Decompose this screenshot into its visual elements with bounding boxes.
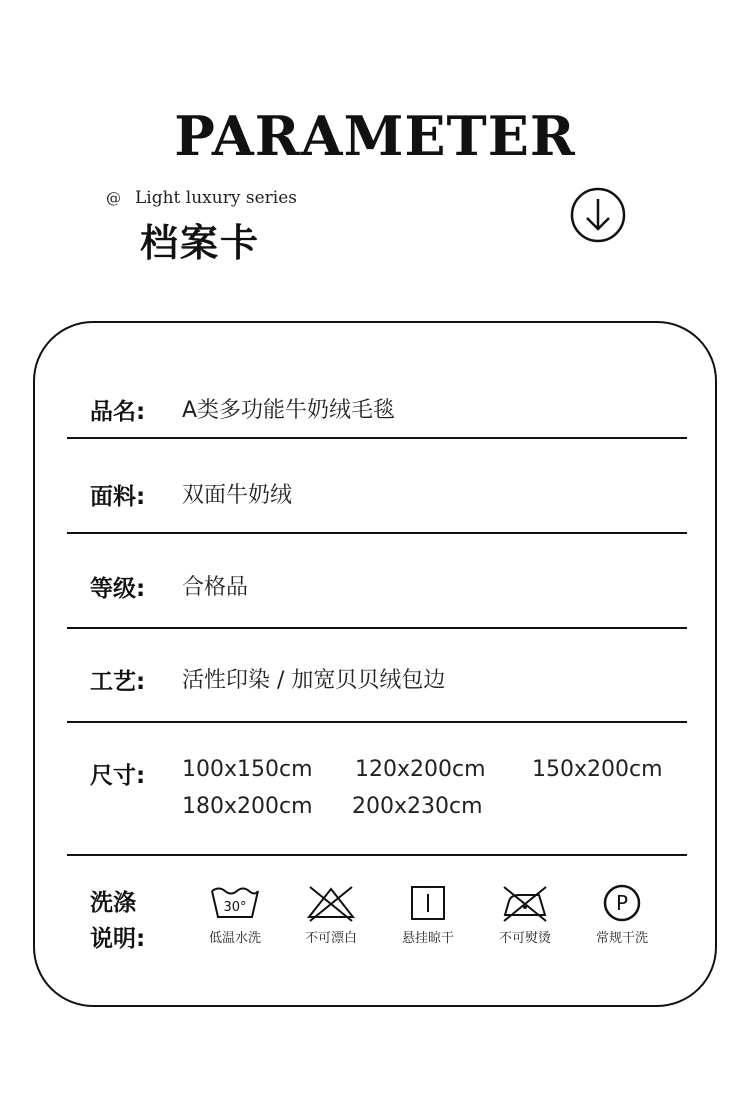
- care-item-wash: [190, 883, 280, 946]
- divider: [67, 437, 687, 439]
- care-label-line2: 说明:: [90, 926, 146, 952]
- param-row-grade: [90, 570, 690, 603]
- archive-card-heading: 档案卡: [140, 221, 261, 265]
- param-row-craft: [90, 663, 690, 696]
- size-value: 120x200cm: [355, 757, 486, 782]
- no-iron-icon: [499, 883, 551, 923]
- subtitle-text: Light luxury series: [135, 188, 297, 208]
- care-label-line1: 洗涤: [90, 890, 136, 916]
- grade-value: 合格品: [182, 575, 249, 600]
- wash-30-icon: [209, 883, 261, 923]
- dry-clean-letter: P: [615, 891, 629, 915]
- grade-label: 等级:: [90, 576, 146, 602]
- no-bleach-icon: [305, 883, 357, 923]
- param-row-name: [90, 393, 690, 426]
- page-title: PARAMETER: [174, 104, 576, 168]
- divider: [67, 721, 687, 723]
- care-no-bleach-label: 不可漂白: [304, 931, 357, 946]
- care-wash-label: 低温水洗: [208, 931, 261, 946]
- size-value: 100x150cm: [182, 757, 313, 782]
- parameter-card: [33, 321, 717, 1007]
- craft-value: 活性印染 / 加宽贝贝绒包边: [182, 668, 446, 693]
- care-instructions-label: [90, 885, 170, 957]
- divider: [67, 627, 687, 629]
- param-row-size: [90, 757, 690, 837]
- series-subtitle: [106, 188, 297, 208]
- care-item-no-iron: [480, 883, 570, 946]
- care-item-dry-clean: [577, 883, 667, 946]
- size-value: 150x200cm: [532, 757, 663, 782]
- care-item-no-bleach: [286, 883, 376, 946]
- wash-temp: 30°: [223, 900, 247, 915]
- care-hang-dry-label: 悬挂晾干: [401, 931, 454, 946]
- name-value: A类多功能牛奶绒毛毯: [182, 398, 396, 423]
- care-no-iron-label: 不可熨烫: [498, 931, 551, 946]
- param-row-fabric: [90, 478, 690, 511]
- hang-dry-icon: [402, 883, 454, 923]
- fabric-value: 双面牛奶绒: [182, 483, 293, 508]
- care-dry-clean-label: 常规干洗: [595, 931, 648, 946]
- name-label: 品名:: [90, 399, 146, 425]
- fabric-label: 面料:: [90, 484, 146, 510]
- craft-label: 工艺:: [90, 669, 146, 695]
- divider: [67, 532, 687, 534]
- down-arrow-circle-icon: [569, 186, 627, 244]
- divider: [67, 854, 687, 856]
- dry-clean-p-icon: [596, 883, 648, 923]
- size-value: 200x230cm: [352, 794, 483, 819]
- size-label: 尺寸:: [90, 763, 146, 789]
- size-value: 180x200cm: [182, 794, 313, 819]
- care-item-hang-dry: [383, 883, 473, 946]
- size-values: [182, 757, 682, 837]
- at-symbol: @: [106, 189, 121, 207]
